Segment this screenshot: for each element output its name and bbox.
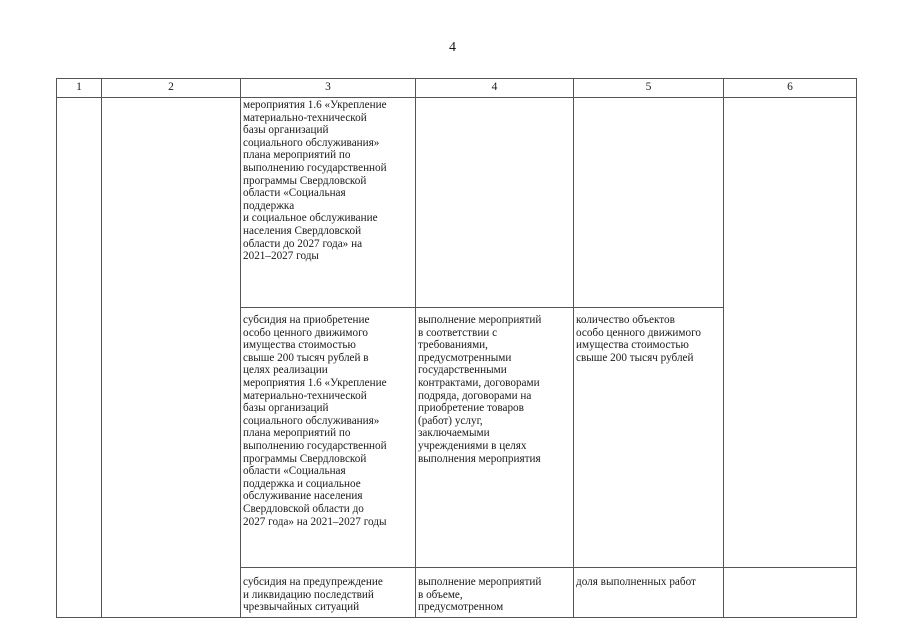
col6-cell xyxy=(724,568,857,618)
page-number: 4 xyxy=(449,40,456,55)
column-number-3: 3 xyxy=(241,79,416,98)
col6-cell xyxy=(724,98,857,568)
result-cell: выполнение мероприятий в соответствии с требованиями, предусмотренными государственными контрактами, договорами подряда, договорами на приобретение товаров (работ) услуг, заключаемыми учреждениями в целях выполнения мероприятия xyxy=(416,308,574,568)
indicator-cell: количество объектов особо ценного движимого имущества стоимостью свыше 200 тысяч рублей xyxy=(574,308,724,568)
measure-description-cell: субсидия на предупреждение и ликвидацию последствий чрезвычайных ситуаций xyxy=(241,568,416,618)
column-number-6: 6 xyxy=(724,79,857,98)
indicator-cell xyxy=(574,98,724,308)
column-number-5: 5 xyxy=(574,79,724,98)
measure-description-cell: мероприятия 1.6 «Укрепление материально-технической базы организаций социального обслуживания» плана мероприятий по выполнению государственной программы Свердловской области «Социальная поддержка и социальное обслуживание населения Свердловской области до 2027 года» на 2021–2027 годы xyxy=(241,98,416,308)
col1-cell xyxy=(57,98,102,618)
table-row xyxy=(57,98,857,308)
result-cell: выполнение мероприятий в объеме, предусмотренном xyxy=(416,568,574,618)
plan-table xyxy=(56,78,857,618)
table-header-row xyxy=(57,79,857,98)
column-number-4: 4 xyxy=(416,79,574,98)
col2-cell xyxy=(102,98,241,618)
indicator-cell: доля выполненных работ xyxy=(574,568,724,618)
measure-description-cell: субсидия на приобретение особо ценного движимого имущества стоимостью свыше 200 тысяч рублей в целях реализации мероприятия 1.6 «Укрепление материально-технической базы организаций социального обслуживания» плана мероприятий по выполнению государственной программы Свердловской области «Социальная поддержка и социальное обслуживание населения Свердловской области до 2027 года» на 2021–2027 годы xyxy=(241,308,416,568)
result-cell xyxy=(416,98,574,308)
column-number-1: 1 xyxy=(57,79,102,98)
column-number-2: 2 xyxy=(102,79,241,98)
